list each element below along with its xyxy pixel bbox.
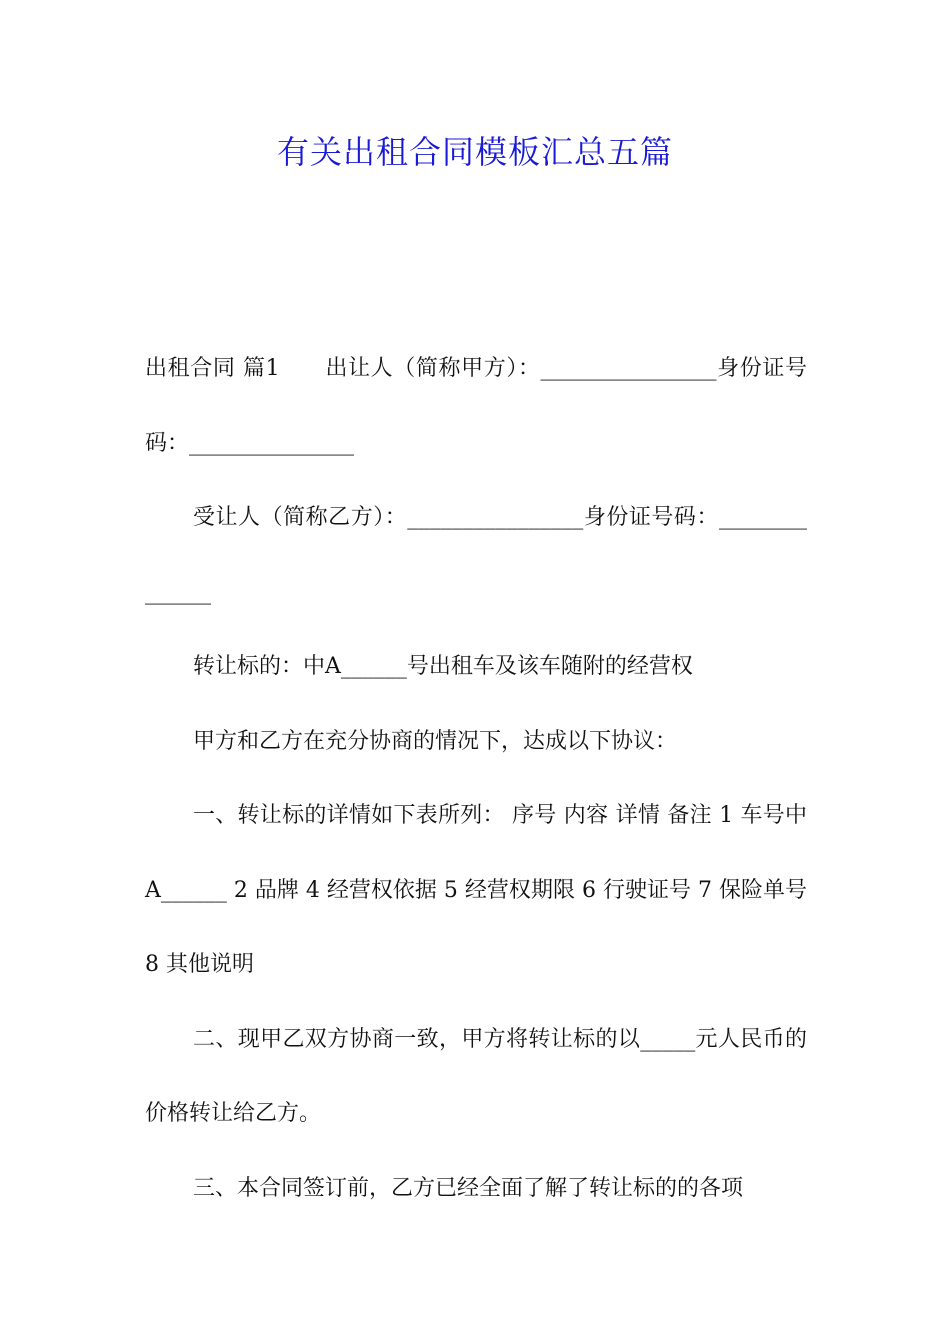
paragraph-seller: 出租合同 篇1 出让人（简称甲方）：________________身份证号码：_______________	[145, 356, 807, 456]
document-title: 有关出租合同模板汇总五篇	[276, 133, 673, 171]
paragraph-subject: 转让标的：中A______号出租车及该车随附的经营权	[193, 654, 693, 679]
paragraph-clause-2: 二、现甲乙双方协商一致，甲方将转让标的以_____元人民币的 价格转让给乙方。	[145, 1026, 807, 1126]
paragraph-clause-1: 一、转让标的详情如下表所列： 序号 内容 详情 备注 1 车号中A______ 2 品牌 4 经营权依据 5 经营权期限 6 行驶证号 7 保险单号 8 其他说明	[145, 803, 807, 977]
document-body	[145, 332, 807, 1226]
paragraph-clause-3: 三、本合同签订前，乙方已经全面了解了转让标的的各项	[193, 1175, 744, 1201]
paragraph-agreement: 甲方和乙方在充分协商的情况下，达成以下协议：	[193, 728, 678, 754]
paragraph-buyer: 受让人（简称乙方）：________________身份证号码：______________	[145, 505, 807, 605]
